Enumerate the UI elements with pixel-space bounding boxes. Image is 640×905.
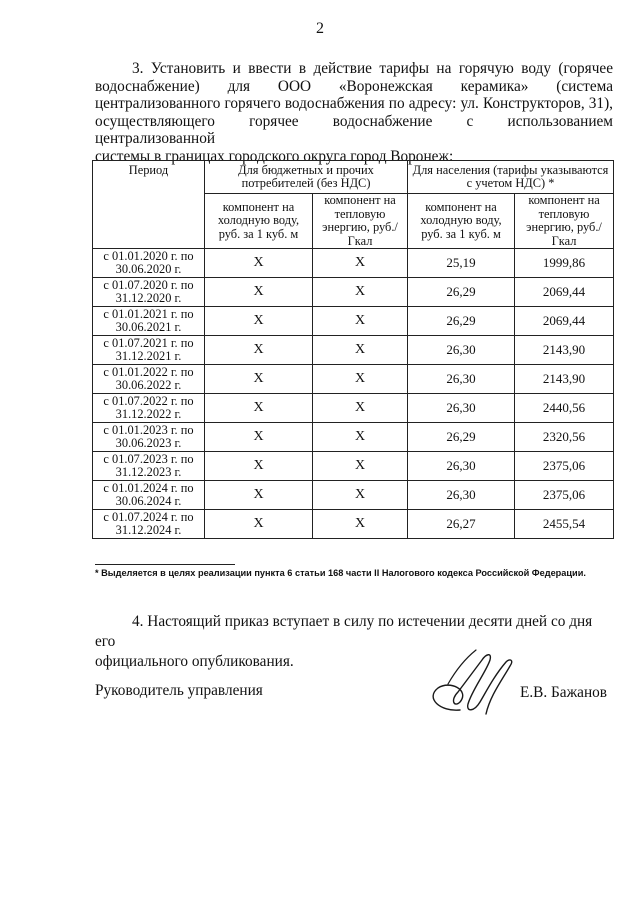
population-heat-cell: 2320,56 <box>515 423 614 452</box>
population-cold-cell: 26,30 <box>408 336 515 365</box>
budget-heat-cell: X <box>313 307 408 336</box>
population-cold-cell: 26,29 <box>408 423 515 452</box>
signer-position: Руководитель управления <box>95 682 263 699</box>
period-cell: с 01.07.2020 г. по 31.12.2020 г. <box>93 278 205 307</box>
period-cell: с 01.01.2023 г. по 30.06.2023 г. <box>93 423 205 452</box>
signer-name: Е.В. Бажанов <box>520 684 608 701</box>
budget-cold-cell: X <box>205 365 313 394</box>
population-cold-cell: 25,19 <box>408 249 515 278</box>
period-cell: с 01.01.2022 г. по 30.06.2022 г. <box>93 365 205 394</box>
budget-cold-cell: X <box>205 249 313 278</box>
header-population-cold: компонент на холодную воду, руб. за 1 куб. м <box>408 194 515 249</box>
budget-heat-cell: X <box>313 510 408 539</box>
table-row <box>93 365 614 394</box>
budget-cold-cell: X <box>205 307 313 336</box>
paragraph-3-line-3: централизованного горячего водоснабжения по адресу: ул. Конструкторов, 31), <box>95 95 613 112</box>
header-period: Период <box>93 161 205 249</box>
budget-heat-cell: X <box>313 278 408 307</box>
population-cold-cell: 26,30 <box>408 365 515 394</box>
budget-heat-cell: X <box>313 394 408 423</box>
tariff-table-body <box>93 249 614 539</box>
population-heat-cell: 2143,90 <box>515 365 614 394</box>
header-budget-heat: компонент на тепловую энергию, руб./Гкал <box>313 194 408 249</box>
budget-heat-cell: X <box>313 423 408 452</box>
population-cold-cell: 26,30 <box>408 394 515 423</box>
paragraph-4-line-2: официального опубликования. <box>95 653 294 670</box>
paragraph-3-line-2: водоснабжение) для ООО «Воронежская керамика» (система <box>95 77 613 95</box>
table-row <box>93 278 614 307</box>
period-cell: с 01.07.2024 г. по 31.12.2024 г. <box>93 510 205 539</box>
table-row <box>93 336 614 365</box>
tariff-table <box>92 160 614 539</box>
footnote-divider <box>95 564 235 565</box>
population-heat-cell: 2069,44 <box>515 307 614 336</box>
period-cell: с 01.07.2021 г. по 31.12.2021 г. <box>93 336 205 365</box>
paragraph-3-line-1: 3. Установить и ввести в действие тарифы на горячую воду (горячее <box>132 60 613 77</box>
budget-cold-cell: X <box>205 481 313 510</box>
budget-heat-cell: X <box>313 249 408 278</box>
header-population-heat: компонент на тепловую энергию, руб./Гкал <box>515 194 614 249</box>
population-cold-cell: 26,30 <box>408 481 515 510</box>
population-heat-cell: 2375,06 <box>515 452 614 481</box>
budget-cold-cell: X <box>205 510 313 539</box>
population-heat-cell: 2069,44 <box>515 278 614 307</box>
budget-cold-cell: X <box>205 394 313 423</box>
table-row <box>93 452 614 481</box>
header-population-group: Для населения (тарифы указываются с учетом НДС) * <box>408 161 614 194</box>
budget-cold-cell: X <box>205 336 313 365</box>
population-cold-cell: 26,30 <box>408 452 515 481</box>
table-row <box>93 481 614 510</box>
page-number: 2 <box>316 20 324 37</box>
population-heat-cell: 2375,06 <box>515 481 614 510</box>
header-budget-cold: компонент на холодную воду, руб. за 1 куб. м <box>205 194 313 249</box>
footnote: * Выделяется в целях реализации пункта 6 статьи 168 части II Налогового кодекса Российской Федерации. <box>95 568 586 578</box>
table-row <box>93 510 614 539</box>
table-row <box>93 307 614 336</box>
paragraph-3-line-5: системы в границах городского округа город Воронеж: <box>95 147 454 165</box>
handwritten-signature <box>420 640 530 720</box>
budget-heat-cell: X <box>313 336 408 365</box>
population-heat-cell: 2143,90 <box>515 336 614 365</box>
period-cell: с 01.07.2023 г. по 31.12.2023 г. <box>93 452 205 481</box>
budget-heat-cell: X <box>313 365 408 394</box>
table-row <box>93 423 614 452</box>
budget-heat-cell: X <box>313 481 408 510</box>
population-cold-cell: 26,29 <box>408 307 515 336</box>
budget-cold-cell: X <box>205 278 313 307</box>
paragraph-4 <box>95 612 613 672</box>
table-row <box>93 394 614 423</box>
budget-heat-cell: X <box>313 452 408 481</box>
budget-cold-cell: X <box>205 452 313 481</box>
paragraph-3 <box>95 60 613 165</box>
paragraph-3-line-4: осуществляющего горячее водоснабжение с использованием централизованной <box>95 112 613 147</box>
population-cold-cell: 26,27 <box>408 510 515 539</box>
period-cell: с 01.07.2022 г. по 31.12.2022 г. <box>93 394 205 423</box>
period-cell: с 01.01.2021 г. по 30.06.2021 г. <box>93 307 205 336</box>
header-budget-group: Для бюджетных и прочих потребителей (без НДС) <box>205 161 408 194</box>
population-heat-cell: 1999,86 <box>515 249 614 278</box>
population-heat-cell: 2455,54 <box>515 510 614 539</box>
population-cold-cell: 26,29 <box>408 278 515 307</box>
period-cell: с 01.01.2024 г. по 30.06.2024 г. <box>93 481 205 510</box>
paragraph-4-line-1: 4. Настоящий приказ вступает в силу по истечении десяти дней со дня его <box>95 613 593 650</box>
population-heat-cell: 2440,56 <box>515 394 614 423</box>
table-row <box>93 249 614 278</box>
budget-cold-cell: X <box>205 423 313 452</box>
period-cell: с 01.01.2020 г. по 30.06.2020 г. <box>93 249 205 278</box>
